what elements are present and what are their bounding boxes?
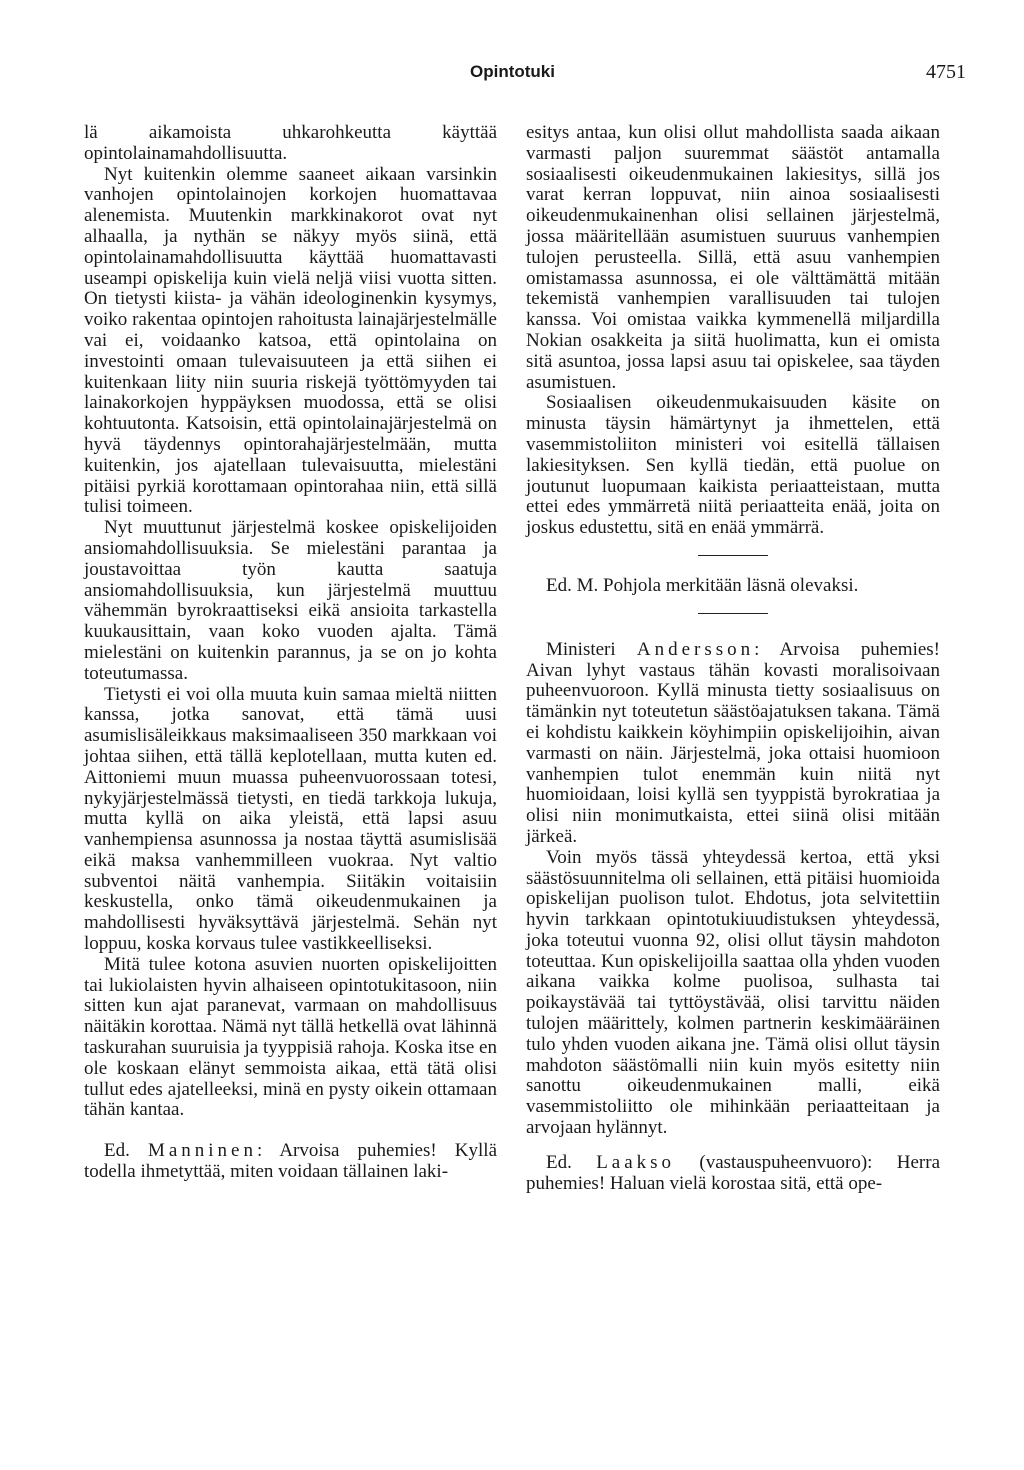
speaker-name: Andersson	[636, 638, 755, 660]
paragraph: Sosiaalisen oikeudenmukaisuuden käsite on minusta täysin hämärtynyt ja ihmettelen, että vasemmistoliiton ministeri voi esitellä tällaisen lakiesityksen. Sen kyllä tiedän, että puolue on joutunut luopumaan kaikista periaatteistaan, mutta ettei edes ymmärretä niitä periaatteita enää, joita on joskus edustettu, sitä en enää ymmärrä.	[526, 392, 940, 539]
section-divider	[698, 555, 768, 556]
paragraph: Nyt muuttunut järjestelmä koskee opiskelijoiden ansiomahdollisuuksia. Se mielestäni parantaa ja joustavoittaa työn kautta saatuja ansiomahdollisuuksia, kun järjestelmä muuttuu vähemmän byrokraattiseksi eikä ansioita tarkastella kuukausittain, vaan koko vuoden ajalta. Tämä mielestäni on kuitenkin parannus, ja se on jo kohta toteutumassa.	[84, 517, 497, 684]
speaker-prefix: Ministeri	[546, 638, 637, 660]
speech-start	[526, 640, 940, 848]
speech-text: : Arvoisa puhemies! Aivan lyhyt vastaus tähän kovasti moralisoivaan puheenvuoroon. Kyllä minusta tietty sosiaalisuus on tämänkin nyt toteutetun säästöajatuksen takana. Tämä ei kohdistu kaikkein köyhimpiin opiskelijoihin, aivan varmasti on näin. Järjestelmä, joka ottaisi huomioon vanhempien tulot enemmän kuin niitä nyt huomioidaan, loisi kyllä sen tyyppistä byrokratiaa ja olisi niin monimutkaista, ettei siinä olisi mitään järkeä.	[526, 638, 940, 847]
paragraph: Nyt kuitenkin olemme saaneet aikaan varsinkin vanhojen opintolainojen korkojen huomattavaa alenemista. Muutenkin markkinakorot ovat nyt alhaalla, ja nythän se näkyy myös siinä, että opintolainamahdollisuutta käyttää huomattavasti useampi opiskelija kuin vielä neljä viisi vuotta sitten. On tietysti kiista- ja vähän ideologinenkin kysymys, voiko rakentaa opintojen rahoitusta lainajärjestelmälle vai ei, voidaanko katsoa, että opintolaina on investointi omaan tulevaisuuteen ja että siihen ei kuitenkaan liity niin suuria riskejä työttömyyden tai lainakorkojen hyppäyksen muodossa, että se olisi kohtuutonta. Katsoisin, että opintolainajärjestelmä on hyvä täydennys opintorahajärjestelmään, mutta kuitenkin, jos ajatellaan tulevaisuutta, mielestäni pitäisi pyrkiä korottamaan opintorahaa niin, että sillä tulisi toimeen.	[84, 163, 497, 518]
speaker-prefix: Ed.	[546, 1151, 597, 1173]
page-number: 4751	[926, 61, 966, 83]
speaker-name: Manninen	[147, 1140, 257, 1162]
right-column	[526, 123, 940, 1194]
paragraph: esitys antaa, kun olisi ollut mahdollista saada aikaan varmasti paljon suuremmat säästöt antamalla sosiaalisesti oikeudenmukainen lakiesitys, sillä jos varat kerran loppuvat, niin ainoa sosiaalisesti oikeudenmukainenhan olisi sellainen järjestelmä, jossa määritellään asumistuen suuruus vanhempien tulojen perusteella. Sillä, että asuu vanhempien omistamassa asunnossa, ei ole välttämättä mitään tekemistä vanhempien varallisuuden tai tulojen kanssa. Voi omistaa vaikka kymmenellä miljardilla Nokian osakkeita ja siitä huolimatta, kun ei omista sitä asuntoa, jossa lapsi asuu tai opiskelee, saa täyden asumistuen.	[526, 122, 940, 393]
paragraph: Voin myös tässä yhteydessä kertoa, että yksi säästösuunnitelma oli sellainen, että pitäisi huomioida opiskelijan puolison tulot. Ehdotus, jota selvitettiin hyvin tarkkaan opintotukiuudistuksen yhteydessä, joka toteutui vuonna 92, olisi ollut täysin mahdoton toteuttaa. Kun opiskelijoilla saattaa olla yhden vuoden aikana vaikka kolme puolisoa, sulhasta tai poikaystävää tai tyttöystävää, olisi tarvittu näiden tulojen määrittely, kolmen partnerin keskimääräinen tulo yhden vuoden aikana jne. Tämä olisi ollut täysin mahdoton säästömalli niin kuin myös esitetty niin sanottu oikeudenmukainen malli, eikä vasemmistoliitto ole mihinkään periaatteitaan ja arvojaan hylännyt.	[526, 846, 940, 1139]
speech-start	[84, 1141, 497, 1183]
speaker-prefix: Ed.	[104, 1140, 148, 1162]
speech-text: : Arvoisa puhemies! Kyllä todella ihmetyttää, miten voidaan tällainen laki-	[84, 1140, 497, 1183]
speech-start	[526, 1153, 940, 1195]
running-title: Opintotuki	[470, 62, 555, 81]
paragraph: Tietysti ei voi olla muuta kuin samaa mieltä niitten kanssa, jotka sanovat, että tämä uusi asumislisäleikkaus maksimaaliseen 350 markkaan voi johtaa siihen, että tällä keplotellaan, mutta kuten ed. Aittoniemi muun muassa puheenvuorossaan totesi, nykyjärjestelmässä tietysti, en tiedä tarkkoja lukuja, mutta kyllä on aika yleistä, että lapsi asuu vanhempiensa asunnossa ja nostaa täyttä asumislisää eikä maksa vanhemmilleen vuokraa. Nyt valtio subventoi näitä vanhempia. Siitäkin voitaisiin keskustella, onko tämä oikeudenmukainen ja mahdollisesti hyväksyttävä järjestelmä. Sehän nyt loppuu, koska korvaus tulee vastikkeelliseksi.	[84, 683, 497, 955]
paragraph: lä aikamoista uhkarohkeutta käyttää opintolainamahdollisuutta.	[84, 122, 497, 164]
section-divider	[698, 613, 768, 614]
attendance-notice: Ed. M. Pohjola merkitään läsnä olevaksi.	[546, 574, 859, 596]
speaker-name: Laakso	[596, 1151, 676, 1173]
paragraph: Mitä tulee kotona asuvien nuorten opiskelijoitten tai lukiolaisten hyvin alhaiseen opintotukitasoon, niin sitten kun ajat paranevat, varmaan on mahdollisuus näitäkin korottaa. Nämä nyt tällä hetkellä ovat lähinnä taskurahan suuruisia ja tyyppisiä rahoja. Koska itse en ole koskaan elänyt semmoista aikaa, että tätä olisi tullut edes ajatelleeksi, minä en pysty oikein ottamaan tähän kantaa.	[84, 953, 497, 1121]
speech-text: (vastauspuheenvuoro): Herra puhemies! Haluan vielä korostaa sitä, että ope-	[526, 1151, 940, 1194]
left-column	[84, 123, 497, 1183]
